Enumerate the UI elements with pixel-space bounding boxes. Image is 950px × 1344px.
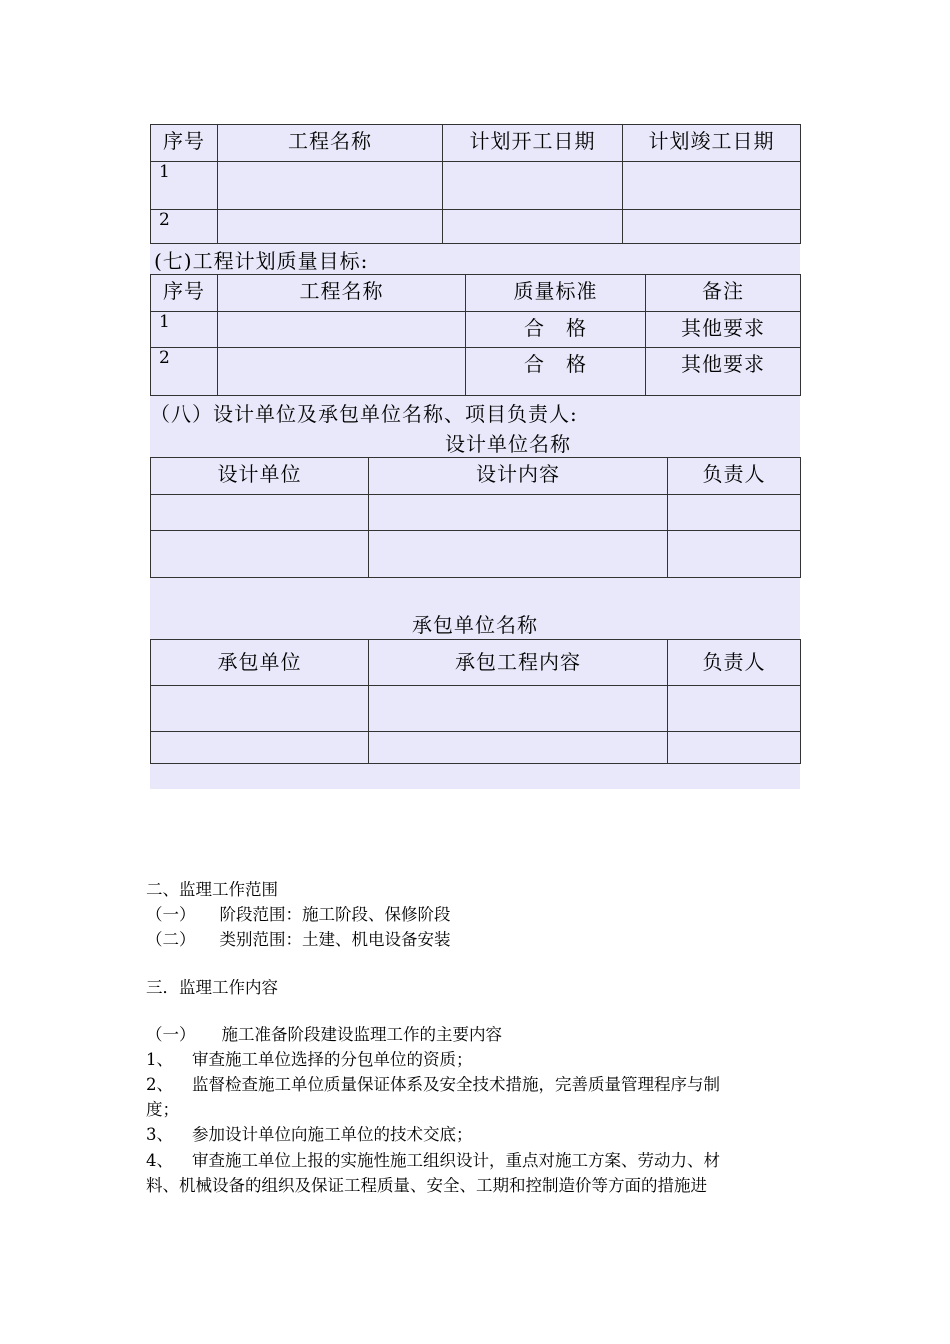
content-sub-title: 施工准备阶段建设监理工作的主要内容 (221, 1025, 502, 1044)
list-item (146, 1149, 720, 1173)
table-row (151, 348, 801, 396)
item-number: 1、 (146, 1050, 173, 1069)
header-cell: 计划开工日期 (443, 125, 623, 162)
table-row (151, 495, 801, 531)
item-text: 审查施工单位上报的实施性施工组织设计，重点对施工方案、劳动力、材 (192, 1151, 720, 1170)
item-number: 2、 (146, 1075, 173, 1094)
table-cell (668, 686, 801, 732)
header-cell: 工程名称 (218, 125, 443, 162)
table-row (151, 732, 801, 764)
content-sub-number: （一） (146, 1025, 196, 1044)
table-cell (151, 732, 369, 764)
scope-item-number: （一） (146, 905, 196, 924)
table-cell (218, 162, 443, 210)
scope-item (146, 928, 451, 952)
scope-item-text: 类别范围：土建、机电设备安装 (219, 930, 451, 949)
section-8-title: （八）设计单位及承包单位名称、项目负责人: (150, 402, 578, 426)
table-cell (151, 531, 369, 578)
quality-standard: 合 格 (466, 312, 646, 348)
contractor-caption: 承包单位名称 (412, 613, 538, 637)
header-cell: 质量标准 (466, 275, 646, 312)
header-cell: 工程名称 (218, 275, 466, 312)
table-cell (151, 686, 369, 732)
list-item (146, 1073, 720, 1097)
design-unit-table (150, 457, 801, 578)
list-item (146, 1048, 473, 1072)
table-cell (151, 495, 369, 531)
table-cell (623, 210, 801, 244)
header-cell: 承包工程内容 (369, 640, 668, 686)
table-cell (218, 348, 466, 396)
table-cell (668, 531, 801, 578)
row-number: 1 (151, 312, 218, 348)
item-continuation: 度； (146, 1100, 179, 1119)
scope-item (146, 903, 451, 927)
row-number: 1 (151, 162, 218, 210)
quality-standard: 合 格 (466, 348, 646, 396)
item-continuation: 料、机械设备的组织及保证工程质量、安全、工期和控制造价等方面的措施进 (146, 1176, 707, 1195)
scope-item-number: （二） (146, 930, 196, 949)
row-number: 2 (151, 210, 218, 244)
header-cell: 计划竣工日期 (623, 125, 801, 162)
header-cell: 备注 (646, 275, 801, 312)
design-caption: 设计单位名称 (445, 432, 571, 456)
scope-item-text: 阶段范围：施工阶段、保修阶段 (219, 905, 451, 924)
section-7-title: (七)工程计划质量目标: (154, 249, 369, 273)
table-cell (369, 732, 668, 764)
table-cell (218, 312, 466, 348)
table-cell (443, 162, 623, 210)
table-row (151, 162, 801, 210)
table-cell (369, 531, 668, 578)
item-text: 参加设计单位向施工单位的技术交底； (192, 1125, 473, 1144)
remark: 其他要求 (646, 312, 801, 348)
table-cell (369, 495, 668, 531)
table-row (151, 686, 801, 732)
header-cell: 负责人 (668, 640, 801, 686)
table-cell (623, 162, 801, 210)
item-text: 监督检查施工单位质量保证体系及安全技术措施，完善质量管理程序与制 (192, 1075, 720, 1094)
contractor-table (150, 639, 801, 764)
quality-table (150, 274, 801, 396)
item-text: 审查施工单位选择的分包单位的资质； (192, 1050, 473, 1069)
header-cell: 负责人 (668, 458, 801, 495)
list-item (146, 1123, 473, 1147)
table-row (151, 210, 801, 244)
content-subheading (146, 1023, 502, 1047)
header-cell: 承包单位 (151, 640, 369, 686)
table-row (151, 312, 801, 348)
header-cell: 设计内容 (369, 458, 668, 495)
table-cell (668, 732, 801, 764)
item-number: 3、 (146, 1125, 173, 1144)
schedule-table (150, 124, 801, 244)
scope-title: 二、监理工作范围 (146, 880, 278, 899)
remark: 其他要求 (646, 348, 801, 396)
header-cell: 序号 (151, 125, 218, 162)
table-row (151, 531, 801, 578)
table-cell (218, 210, 443, 244)
table-cell (369, 686, 668, 732)
row-number: 2 (151, 348, 218, 396)
content-title: 三．监理工作内容 (146, 978, 278, 997)
table-cell (668, 495, 801, 531)
item-number: 4、 (146, 1151, 173, 1170)
table-cell (443, 210, 623, 244)
header-cell: 序号 (151, 275, 218, 312)
header-cell: 设计单位 (151, 458, 369, 495)
